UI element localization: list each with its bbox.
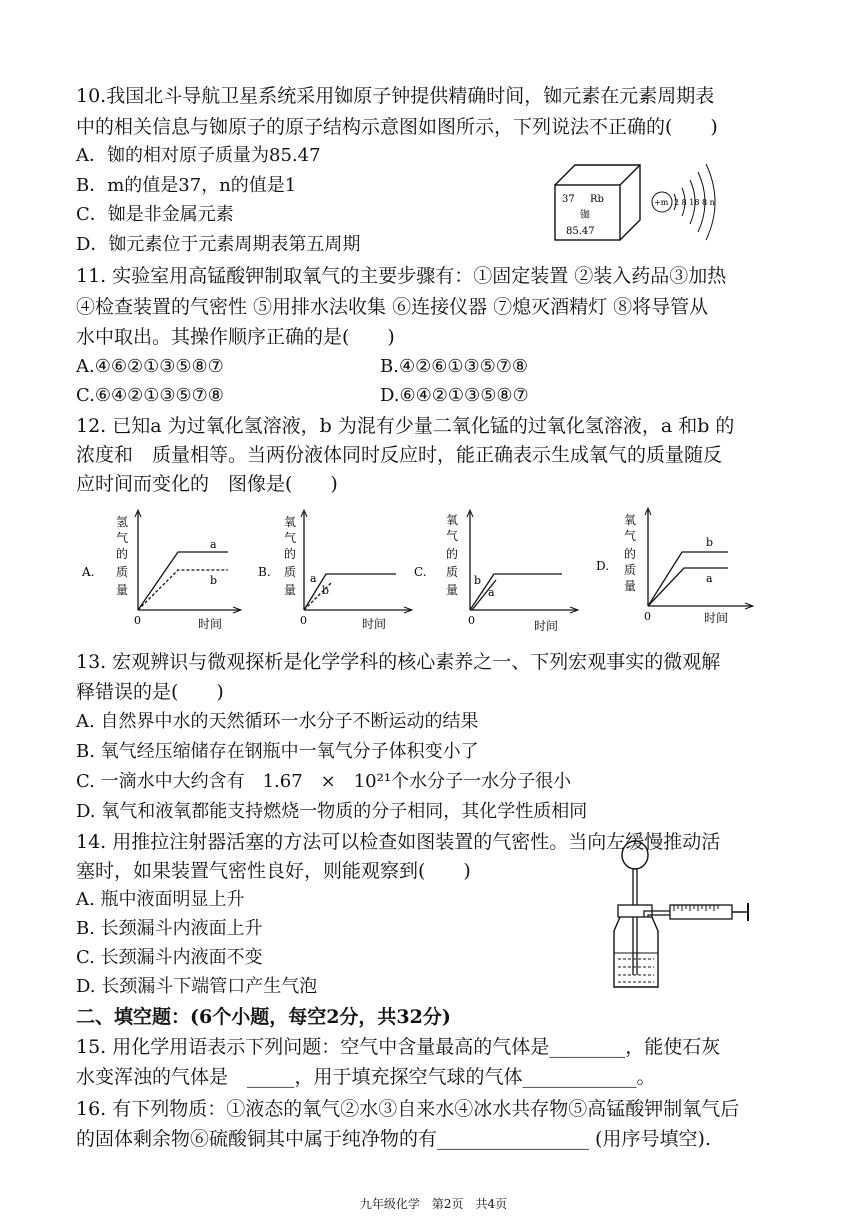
q11-option-d: D.⑥④②①③⑤⑧⑦ bbox=[380, 385, 529, 406]
graph-b-curve-b: b bbox=[322, 584, 330, 597]
graph-c-ylabel-2: 气 bbox=[446, 529, 459, 543]
q11-stem-line1: 11. 实验室用高锰酸钾制取氧气的主要步骤有：①固定装置 ②装入药品③加热 bbox=[76, 265, 727, 287]
graph-b-option-label: B. bbox=[258, 565, 271, 579]
q14-stem-line2: 塞时，如果装置气密性良好，则能观察到( ) bbox=[76, 860, 471, 882]
q10-stem-line2: 中的相关信息与铷原子的原子结构示意图如图所示，下列说法不正确的( ) bbox=[76, 116, 718, 138]
bottle bbox=[614, 905, 658, 987]
q13-option-b: B. 氧气经压缩储存在钢瓶中一氧气分子体积变小了 bbox=[76, 741, 479, 762]
graph-d-ylabel-4: 质 bbox=[624, 563, 637, 577]
graph-d-option-label: D. bbox=[596, 559, 610, 573]
q13-option-d: D. 氧气和液氧都能支持燃烧一物质的分子相同，其化学性质相同 bbox=[76, 801, 588, 822]
element-name: 铷 bbox=[580, 210, 590, 221]
q13-stem-line1: 13. 宏观辨识与微观探析是化学学科的核心素养之一、下列宏观事实的微观解 bbox=[76, 651, 721, 673]
graph-option-a bbox=[80, 506, 250, 634]
graph-c-ylabel-4: 质 bbox=[446, 565, 459, 579]
q11-stem-line2: ④检查装置的气密性 ⑤用排水法收集 ⑥连接仪器 ⑦熄灭酒精灯 ⑧将导管从 bbox=[76, 296, 709, 318]
q16-line2: 的固体剩余物⑥硫酸铜其中属于纯净物的有________________ (用序号填空). bbox=[76, 1128, 711, 1150]
q15-line2: 水变浑浊的气体是 _____，用于填充探空气球的气体____________。 bbox=[76, 1066, 656, 1088]
graph-c-ylabel-5: 量 bbox=[446, 583, 459, 597]
q11-option-c: C.⑥④②①③⑤⑦⑧ bbox=[76, 385, 224, 406]
graph-a-ylabel-1: 氢 bbox=[116, 515, 129, 529]
graph-option-d bbox=[594, 506, 764, 634]
page-footer: 九年级化学 第2页 共4页 bbox=[359, 1197, 508, 1211]
graph-d-ylabel-1: 氧 bbox=[624, 513, 637, 527]
graph-d-ylabel-3: 的 bbox=[624, 547, 637, 561]
graph-b-ylabel-4: 质 bbox=[284, 565, 297, 579]
graph-b-ylabel-1: 氧 bbox=[284, 515, 297, 529]
graph-d-curve-b: b bbox=[706, 536, 714, 549]
graph-c-origin: 0 bbox=[468, 614, 475, 627]
graph-option-c bbox=[412, 506, 587, 634]
graph-c-curve-b: b bbox=[474, 574, 482, 587]
q13-option-c: C. 一滴水中大约含有 1.67 × 10²¹个水分子一水分子很小 bbox=[76, 771, 572, 792]
q14-option-b: B. 长颈漏斗内液面上升 bbox=[76, 918, 263, 939]
graph-d-curve-a: a bbox=[706, 572, 713, 585]
element-number: 37 bbox=[562, 194, 575, 205]
graph-a-ylabel-2: 气 bbox=[116, 531, 129, 545]
syringe bbox=[644, 903, 748, 921]
q10-stem-line1: 10.我国北斗导航卫星系统采用铷原子钟提供精确时间，铷元素在元素周期表 bbox=[76, 85, 715, 107]
graph-c-xlabel: 时间 bbox=[534, 619, 559, 633]
section-2-heading: 二、填空题：(6个小题，每空2分，共32分) bbox=[76, 1006, 451, 1028]
graph-a-origin: 0 bbox=[134, 614, 141, 627]
electron-shells: 2 8 18 8 n bbox=[674, 198, 715, 207]
q10-option-b: B．m的值是37，n的值是1 bbox=[76, 175, 297, 196]
graph-a-ylabel-4: 质 bbox=[116, 565, 129, 579]
graph-c-ylabel-3: 的 bbox=[446, 547, 459, 561]
q12-stem-line2: 浓度和 质量相等。当两份液体同时反应时，能正确表示生成氧气的质量随反 bbox=[76, 444, 723, 466]
graph-c-ylabel-1: 氧 bbox=[446, 513, 459, 527]
graph-c-curve-a: a bbox=[488, 586, 495, 599]
q11-option-b: B.④②⑥①③⑤⑦⑧ bbox=[380, 356, 529, 377]
graph-d-ylabel-5: 量 bbox=[624, 579, 637, 593]
rubidium-figure bbox=[550, 150, 730, 260]
graph-a-ylabel-3: 的 bbox=[116, 547, 129, 561]
q10-option-a: A．铷的相对原子质量为85.47 bbox=[76, 145, 321, 166]
graph-option-b bbox=[256, 506, 426, 634]
atom-structure-diagram bbox=[652, 164, 715, 240]
graph-d-xlabel: 时间 bbox=[704, 611, 729, 625]
graph-b-ylabel-5: 量 bbox=[284, 583, 297, 597]
graph-c-option-label: C. bbox=[414, 565, 427, 579]
graph-b-curve-a: a bbox=[310, 572, 317, 585]
q13-option-a: A. 自然界中水的天然循环一水分子不断运动的结果 bbox=[76, 711, 479, 732]
q11-stem-line3: 水中取出。其操作顺序正确的是( ) bbox=[76, 326, 395, 348]
q14-option-c: C. 长颈漏斗内液面不变 bbox=[76, 947, 263, 968]
q16-line1: 16. 有下列物质：①液态的氧气②水③自来水④冰水共存物⑤高锰酸钾制氧气后 bbox=[76, 1098, 740, 1120]
graph-a-ylabel-5: 量 bbox=[116, 583, 129, 597]
q14-option-a: A. 瓶中液面明显上升 bbox=[76, 889, 245, 910]
graph-b-origin: 0 bbox=[300, 614, 307, 627]
q10-option-d: D．铷元素位于元素周期表第五周期 bbox=[76, 234, 361, 255]
graph-a-curve-a: a bbox=[210, 538, 217, 551]
q14-option-d: D. 长颈漏斗下端管口产生气泡 bbox=[76, 976, 318, 997]
airtightness-apparatus-figure bbox=[600, 835, 760, 995]
graph-d-origin: 0 bbox=[644, 610, 651, 623]
graph-d-ylabel-2: 气 bbox=[624, 529, 637, 543]
q12-stem-line3: 应时间而变化的 图像是( ) bbox=[76, 473, 338, 495]
graph-a-option-label: A. bbox=[82, 565, 95, 579]
graph-b-ylabel-2: 气 bbox=[284, 531, 297, 545]
graph-a-curve-b: b bbox=[210, 574, 218, 587]
element-symbol: Rb bbox=[590, 194, 604, 205]
q14-stem-line1: 14. 用推拉注射器活塞的方法可以检查如图装置的气密性。当向左缓慢推动活 bbox=[76, 831, 721, 853]
q15-line1: 15. 用化学用语表示下列问题：空气中含量最高的气体是________，能使石灰 bbox=[76, 1036, 721, 1058]
graph-a-xlabel: 时间 bbox=[198, 617, 223, 631]
graph-b-ylabel-3: 的 bbox=[284, 547, 297, 561]
q11-option-a: A.④⑥②①③⑤⑧⑦ bbox=[76, 356, 224, 377]
q13-stem-line2: 释错误的是( ) bbox=[76, 681, 224, 703]
element-mass: 85.47 bbox=[566, 226, 595, 237]
element-card bbox=[555, 165, 640, 240]
graph-b-xlabel: 时间 bbox=[362, 617, 387, 631]
q12-stem-line1: 12. 已知a 为过氧化氢溶液，b 为混有少量二氧化锰的过氧化氢溶液，a 和b 的 bbox=[76, 415, 735, 437]
nucleus-charge: +m bbox=[654, 198, 669, 207]
q10-option-c: C．铷是非金属元素 bbox=[76, 204, 234, 225]
